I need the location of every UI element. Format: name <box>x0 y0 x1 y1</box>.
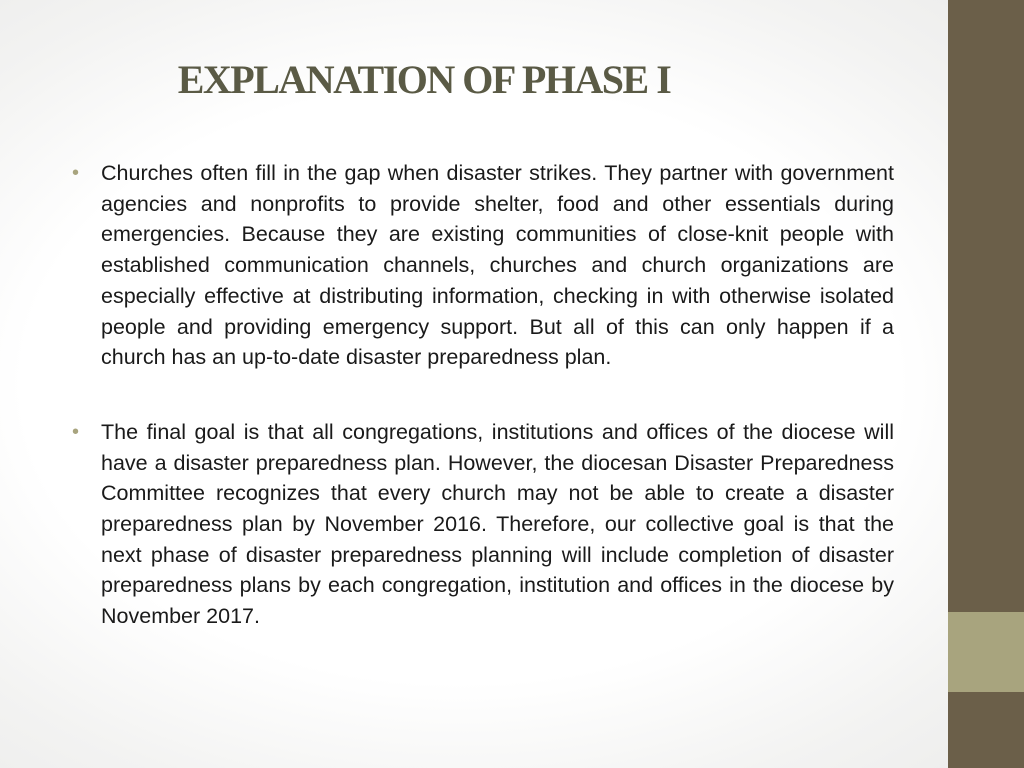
side-decoration-accent <box>948 612 1024 692</box>
bullet-text: The final goal is that all congregations, institutions and offices of the diocese will have a disaster preparedness plan. However, the diocesan Disaster Preparedness Committee recognizes that every church may not be able to create a disaster preparedness plan by November 2016. Therefore, our collective goal is that the next phase of disaster preparedness planning will include completion of disaster preparedness plans by each congregation, institution and offices in the diocese by November 2017. <box>101 419 894 629</box>
bullet-icon: • <box>72 162 80 184</box>
bullet-list <box>70 158 894 632</box>
bullet-item <box>70 158 894 373</box>
bullet-item <box>70 417 894 632</box>
slide-title: EXPLANATION OF PHASE I <box>177 57 671 102</box>
bullet-text: Churches often fill in the gap when disaster strikes. They partner with government agencies and nonprofits to provide shelter, food and other essentials during emergencies. Because they are existing communities of close-knit people with established communication channels, churches and church organizations are especially effective at distributing information, checking in with otherwise isolated people and providing emergency support. But all of this can only happen if a church has an up-to-date disaster preparedness plan. <box>101 161 894 370</box>
bullet-icon: • <box>72 420 80 443</box>
